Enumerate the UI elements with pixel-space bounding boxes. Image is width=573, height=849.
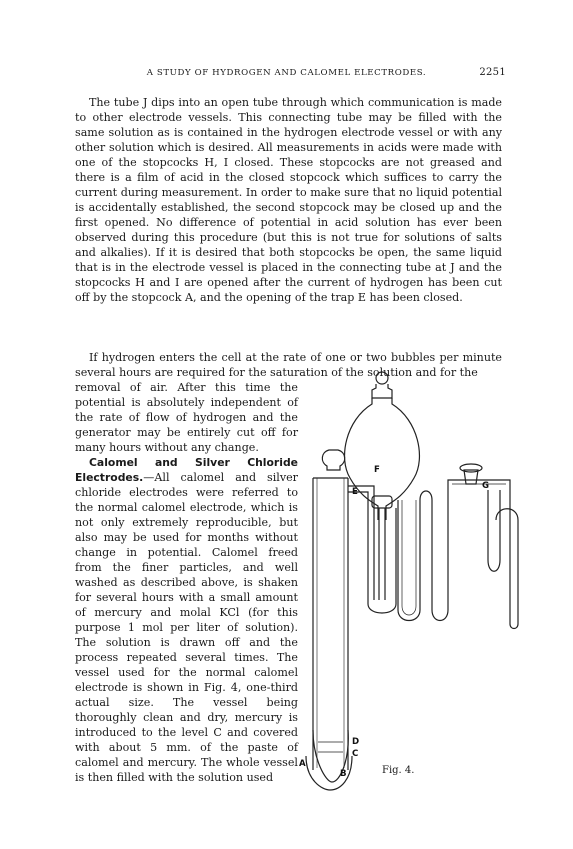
funnel-stem xyxy=(379,508,385,600)
running-title: A STUDY OF HYDROGEN AND CALOMEL ELECTRODES. xyxy=(146,68,427,78)
main-vessel-inner xyxy=(317,478,344,768)
label-f: F xyxy=(374,465,380,475)
label-e: E xyxy=(352,487,358,497)
funnel-stopper-knob xyxy=(376,372,388,384)
g-bridge xyxy=(448,480,510,520)
section-heading: Calomel and Silver Chloride Electrodes. xyxy=(75,456,298,484)
u-tube-1 xyxy=(398,491,448,621)
paragraph-1: The tube J dips into an open tube through which communication is made to other electrode vessels. This connecting tube may be filled with the same solution as is contained in the hydrogen electrode vessel or with any other solution which is desired. All measurements in acids were made with one of the stopcocks H, I closed. These stopcocks are not greased and there is a film of acid in the closed stopcock which suffices to carry the current during measurement. In order to make sure that no liquid potential is accidentally established, the second stopcock may be closed up and the first opened. No difference of potential in acid solution has ever been observed during this procedure (but this is not true for solutions of salts and alkalies). If it is desired that both stopcocks be open, the same liquid that is in the electrode vessel is placed in the connecting tube at J and the stopcocks H and I are opened after the current of hydrogen has been cut off by the stopcock A, and the opening of the trap E has been closed. xyxy=(75,96,502,304)
paragraph-2: If hydrogen enters the cell at the rate of one or two bubbles per minute several hours are required for the saturation of the solution and for the xyxy=(75,351,502,379)
label-d: D xyxy=(352,737,360,747)
paragraph-2-continued: removal of air. After this time the potential is absolutely independent of the rate of flow of hydrogen and the generator may be entirely cut off for many hours without any change. xyxy=(75,381,298,454)
u-tube-1-inner xyxy=(402,500,416,615)
stopcock-g-handle xyxy=(460,464,482,472)
label-g: G xyxy=(482,481,490,491)
figure-caption: Fig. 4. xyxy=(382,765,415,776)
funnel-stopcock xyxy=(372,496,392,508)
right-long-tube xyxy=(496,509,518,629)
right-u-tube xyxy=(488,490,500,571)
label-c: C xyxy=(352,749,359,759)
funnel-stopper xyxy=(372,384,392,398)
funnel-f xyxy=(345,398,420,520)
label-a: A xyxy=(299,759,306,769)
label-b: B xyxy=(340,769,347,779)
side-stopper xyxy=(322,450,344,470)
paragraph-3-text: —All calomel and silver chloride electrodes were referred to the normal calomel electrode, which is not only extremely reproducible, but also may be used for months without change in potential. Calomel freed from the finer particles, and well washed as described above, is shaken for several hours with a small amount of mercury and molal KCl (for this purpose 1 mol per liter of solution). The solution is drawn off and the process repeated several times. The vessel used for the normal calomel electrode is shown in Fig. 4, one-third actual size. The vessel being thoroughly clean and dry, mercury is introduced to the level C and covered with about 5 mm. of the paste of calomel and mercury. The whole vessel is then filled with the solution used xyxy=(75,471,298,784)
main-vessel-walls xyxy=(313,478,348,770)
page-number: 2251 xyxy=(479,67,506,78)
